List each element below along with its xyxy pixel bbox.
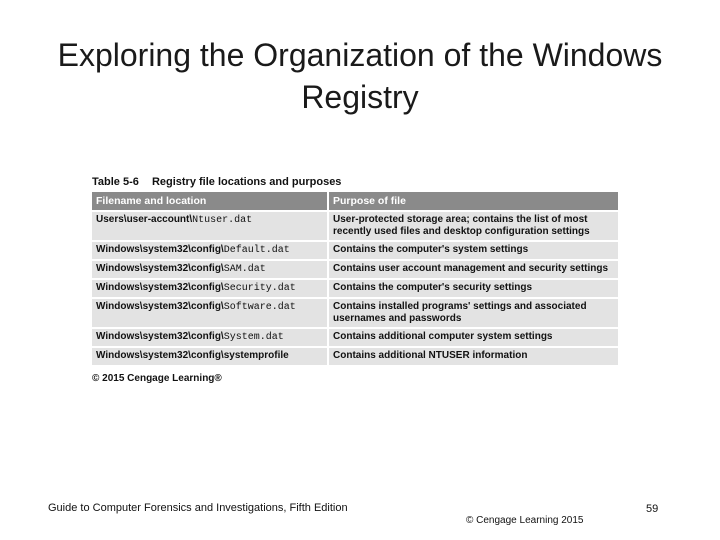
footer-copyright: © Cengage Learning 2015 — [466, 515, 584, 526]
filename-cell — [92, 347, 328, 365]
table-row — [92, 211, 618, 241]
file-text: Security.dat — [223, 283, 296, 294]
column-header-filename: Filename and location — [92, 192, 328, 211]
footer-book-title: Guide to Computer Forensics and Investigations, Fifth Edition — [48, 502, 348, 514]
filename-cell — [92, 298, 328, 328]
path-text: Windows\system32\config\ — [96, 282, 224, 293]
purpose-cell: Contains installed programs' settings and associated usernames and passwords — [328, 298, 618, 328]
table-copyright: © 2015 Cengage Learning® — [92, 373, 222, 384]
file-text: SAM.dat — [223, 264, 266, 275]
table-header-row — [92, 192, 618, 211]
purpose-cell: Contains additional NTUSER information — [328, 347, 618, 365]
filename-cell — [92, 279, 328, 298]
path-text: Windows\system32\config\ — [96, 331, 224, 342]
purpose-cell: Contains the computer's security settings — [328, 279, 618, 298]
filename-cell — [92, 260, 328, 279]
table-row — [92, 347, 618, 365]
path-text: Users\user-account\ — [96, 214, 193, 225]
column-header-purpose: Purpose of file — [328, 192, 618, 211]
page-number: 59 — [646, 503, 659, 515]
filename-cell — [92, 211, 328, 241]
registry-table-figure — [92, 176, 618, 384]
purpose-cell: Contains additional computer system settings — [328, 328, 618, 347]
table-row — [92, 298, 618, 328]
path-text: Windows\system32\config\ — [96, 263, 224, 274]
purpose-cell: User-protected storage area; contains the list of most recently used files and desktop configuration settings — [328, 211, 618, 241]
slide-title: Exploring the Organization of the Windows Registry — [57, 37, 663, 115]
purpose-cell: Contains user account management and security settings — [328, 260, 618, 279]
file-text: System.dat — [223, 332, 284, 343]
table-row — [92, 279, 618, 298]
path-text: Windows\system32\config\ — [96, 301, 224, 312]
file-text: Ntuser.dat — [192, 215, 253, 226]
file-text: Default.dat — [223, 245, 290, 256]
filename-cell — [92, 241, 328, 260]
table-caption — [92, 176, 618, 188]
table-caption-number: Table 5-6 — [92, 176, 139, 188]
filename-cell — [92, 328, 328, 347]
table-row — [92, 260, 618, 279]
path-text: Windows\system32\config\ — [96, 244, 224, 255]
path-text: Windows\system32\config\systemprofile — [96, 350, 289, 361]
table-caption-text: Registry file locations and purposes — [151, 176, 342, 188]
file-text: Software.dat — [223, 302, 296, 313]
table-row — [92, 328, 618, 347]
purpose-cell: Contains the computer's system settings — [328, 241, 618, 260]
registry-table — [92, 192, 618, 365]
table-row — [92, 241, 618, 260]
